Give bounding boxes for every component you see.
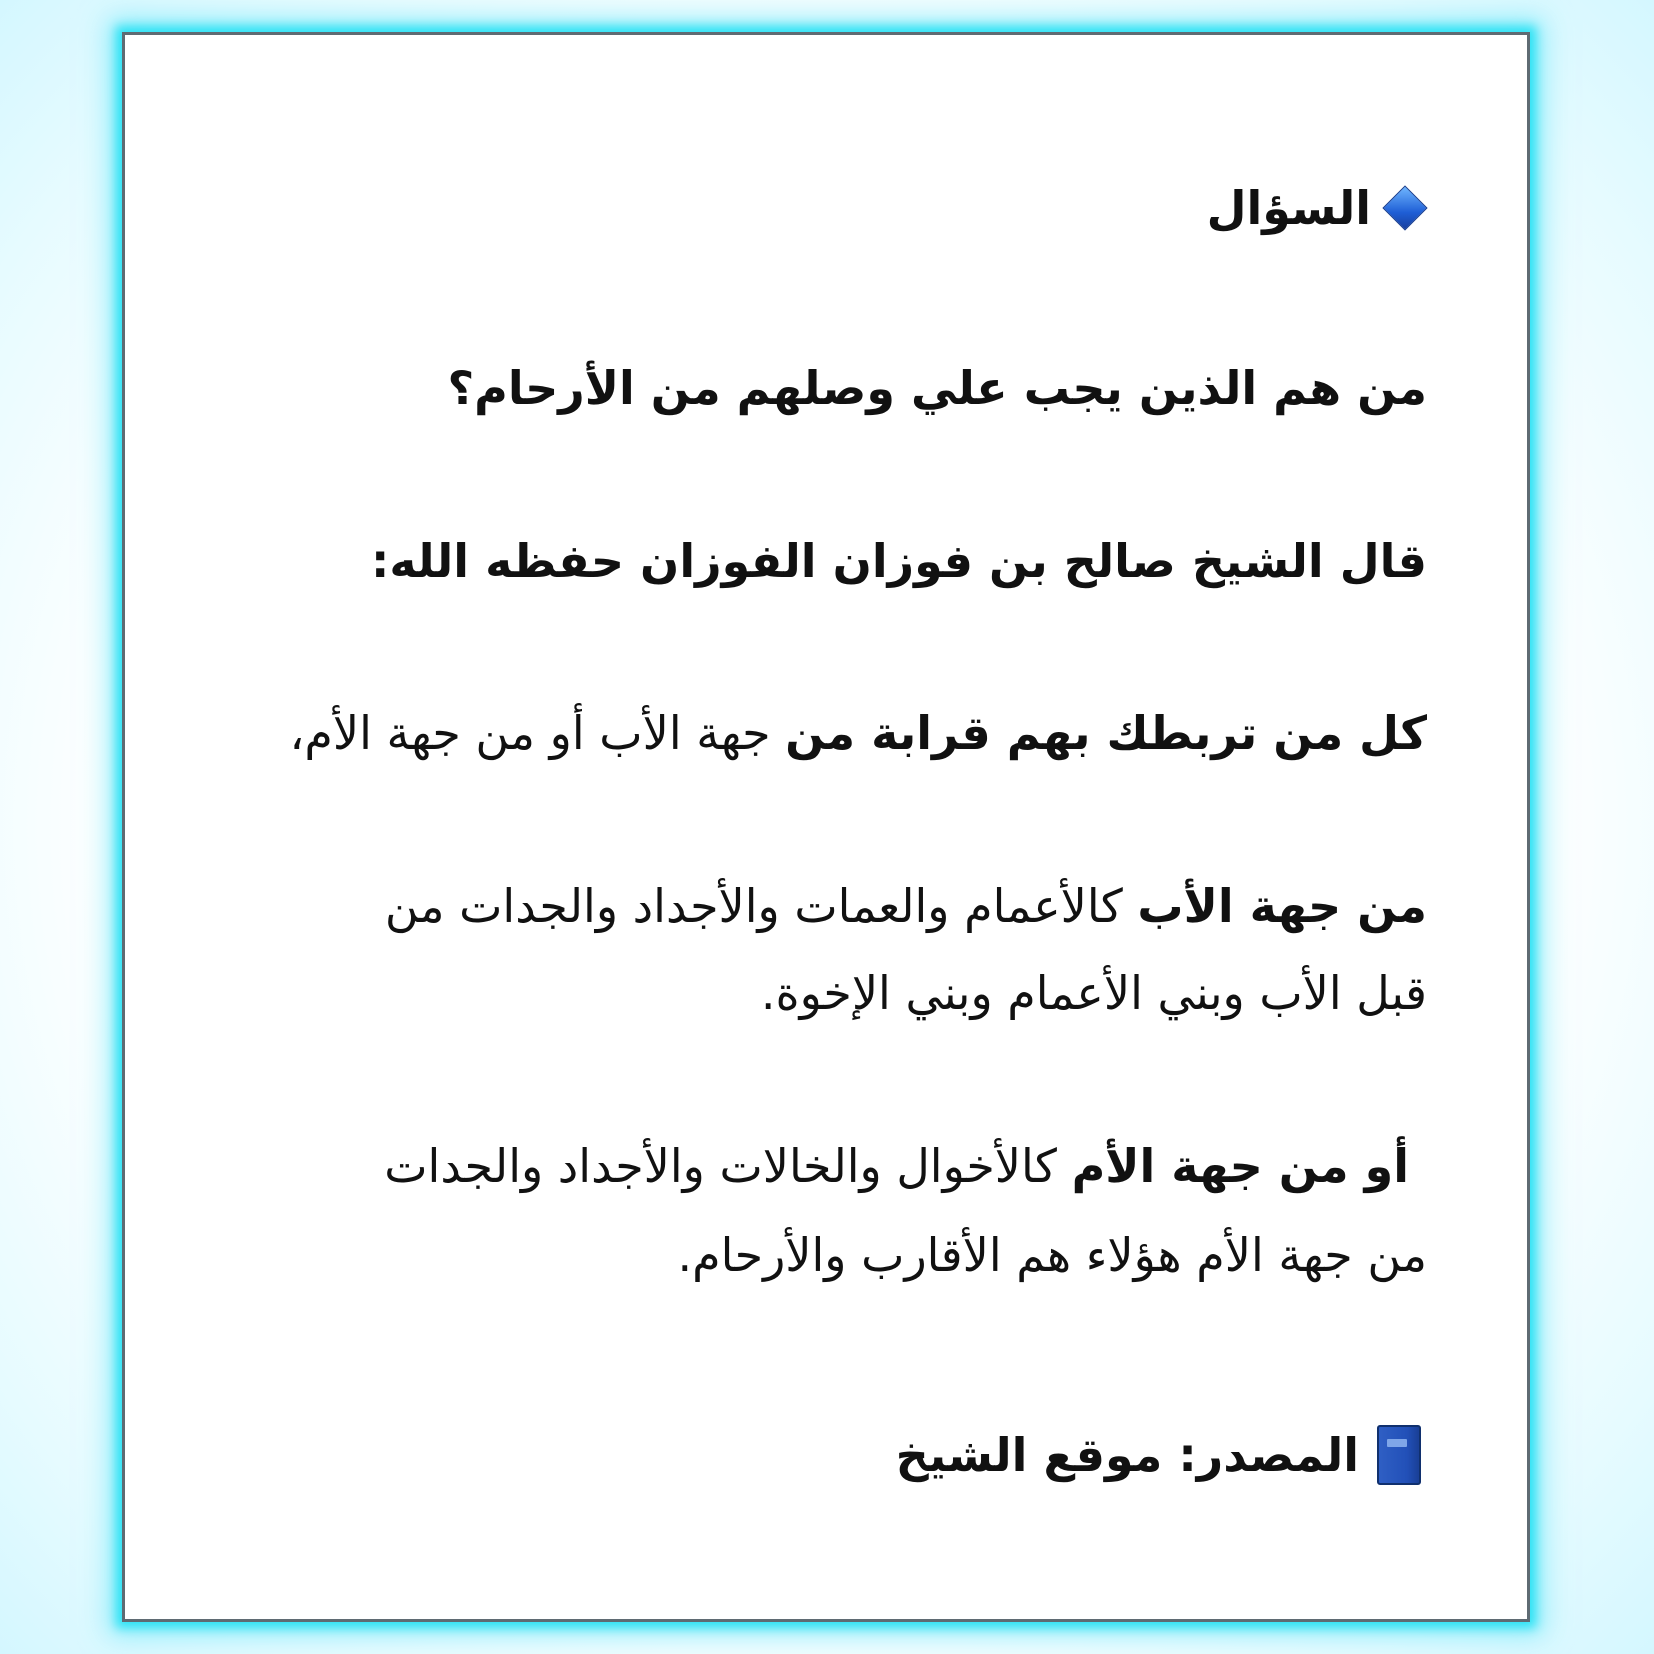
question-text: من هم الذين يجب علي وصلهم من الأرحام؟: [447, 361, 1427, 415]
blue-book-icon: [1377, 1425, 1421, 1485]
blue-diamond-icon: [1382, 185, 1427, 230]
quote-intro-text: قال الشيخ صالح بن فوزان الفوزان حفظه الله:: [370, 534, 1427, 588]
para3-line1: [384, 1139, 1409, 1193]
para3-regular-text: كالأخوال والخالات والأجداد والجدات: [384, 1139, 1072, 1193]
title-text: السؤال: [1206, 181, 1371, 235]
para3-line2: من جهة الأم هؤلاء هم الأقارب والأرحام.: [677, 1228, 1427, 1282]
para2-line1: [384, 879, 1427, 933]
source-text: المصدر: موقع الشيخ: [895, 1428, 1359, 1482]
source-row: [896, 1425, 1421, 1485]
para3-bold-text: أو من جهة الأم: [1071, 1139, 1409, 1193]
para2-regular-text: كالأعمام والعمات والأجداد والجدات من: [384, 879, 1138, 933]
para2-bold-text: من جهة الأب: [1137, 879, 1427, 933]
para1-bold-text: كل من تربطك بهم قرابة من: [785, 706, 1427, 760]
para1-regular-text: جهة الأب أو من جهة الأم،: [289, 706, 786, 760]
para1-line: [289, 706, 1427, 760]
title-row: [1206, 181, 1421, 235]
card: [122, 32, 1530, 1622]
para2-line2: قبل الأب وبني الأعمام وبني الإخوة.: [760, 966, 1427, 1020]
content: [225, 35, 1427, 1619]
